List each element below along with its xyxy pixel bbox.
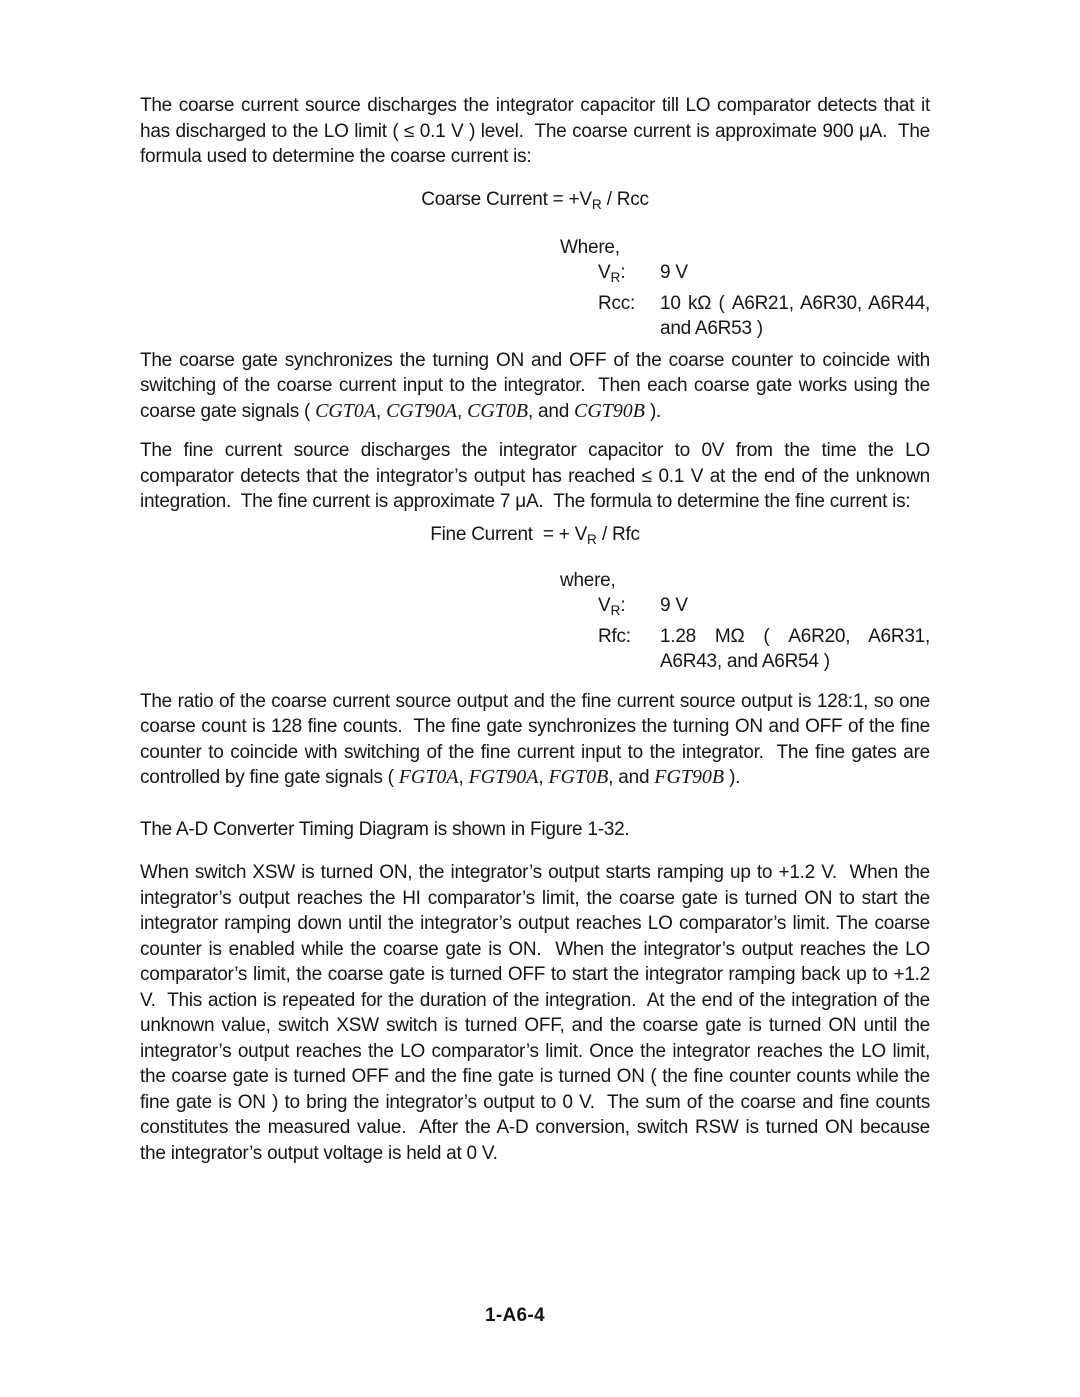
paragraph-ad-conversion-operation: When switch XSW is turned ON, the integrator’s output starts ramping up to +1.2 V. When the integrator’s output reaches the HI comparator’s limit, the coarse gate is turned ON to start the integrator ramping down until the integrator’s output reaches LO comparator’s limit. The coarse counter is enabled while the coarse gate is ON. When the integrator’s output reaches the LO comparator’s limit, the coarse gate is turned OFF to start the integrator ramping back up to +1.2 V. This action is repeated for the duration of the integration. At the end of the integration of the unknown value, switch XSW switch is turned OFF, and the coarse gate is turned ON until the integrator’s output reaches the LO comparator’s limit. Once the integrator reaches the LO limit, the coarse gate is turned OFF and the fine gate is turned ON ( the fine counter counts while the fine gate is ON ) to bring the integrator’s output to 0 V. The sum of the coarse and fine counts constitutes the measured value. After the A-D conversion, switch RSW is turned ON because the integrator’s output voltage is held at 0 V. (140, 862, 930, 1164)
term-rcc: Rcc: (598, 292, 635, 314)
value-vr-fine: 9 V (660, 595, 688, 617)
value-rcc: 10 kΩ ( A6R21, A6R30, A6R44, and A6R53 ) (660, 292, 930, 340)
definition-row-vr-fine (598, 593, 930, 623)
formula-fine-current: Fine Current = + $V_R$ / Rfc (430, 523, 640, 547)
value-rfc: 1.28 MΩ ( A6R20, A6R31, A6R43, and A6R54 ) (660, 625, 930, 673)
term-vr-fine: $V_R$: (598, 595, 626, 619)
where-label-coarse: Where, (560, 236, 620, 258)
paragraph-coarse-current-source: The coarse current source discharges the integrator capacitor till LO comparator detects that it has discharged to the LO limit ( ≤ 0.1 V ) level. The coarse current is approximate 900 μA. The formula used to determine the coarse current is: (140, 95, 930, 167)
term-vr: $V_R$: (598, 262, 626, 286)
where-block-coarse (140, 235, 930, 342)
formula-coarse-current: Coarse Current = $+V_R$ / Rcc (421, 188, 649, 212)
where-rows-fine (598, 593, 930, 674)
paragraph-coarse-gate: The coarse gate synchronizes the turning ON and OFF of the coarse counter to coincide with switching of the coarse current input to the integrator. Then each coarse gate works using the coarse gate signals ( CGT0A, CGT90A, CGT0B, and CGT90B ). (140, 349, 930, 422)
where-rows-coarse (598, 260, 930, 341)
definition-row-vr (598, 260, 930, 290)
where-block-fine (140, 568, 930, 675)
paragraph-timing-diagram-reference: The A-D Converter Timing Diagram is shown in Figure 1-32. (140, 818, 630, 840)
term-rfc: Rfc: (598, 625, 631, 647)
where-label-fine: where, (560, 569, 616, 591)
paragraph-fine-current-source: The fine current source discharges the integrator capacitor to 0V from the time the LO comparator detects that the integrator’s output has reached ≤ 0.1 V at the end of the unknown integration. The fine current is approximate 7 μA. The formula to determine the fine current is: (140, 440, 930, 513)
page-number: 1-A6-4 (485, 1305, 545, 1326)
value-vr: 9 V (660, 262, 688, 284)
definition-row-rcc (598, 291, 930, 342)
paragraph-coarse-fine-ratio: The ratio of the coarse current source output and the fine current source output is 128:1, so one coarse count is 128 fine counts. The fine gate synchronizes the turning ON and OFF of the fine counter to coincide with switching of the fine current input to the integrator. The fine gates are controlled by fine gate signals ( FGT0A, FGT90A, FGT0B, and FGT90B ). (140, 690, 930, 789)
page-body (140, 93, 930, 1166)
definition-row-rfc (598, 624, 930, 675)
